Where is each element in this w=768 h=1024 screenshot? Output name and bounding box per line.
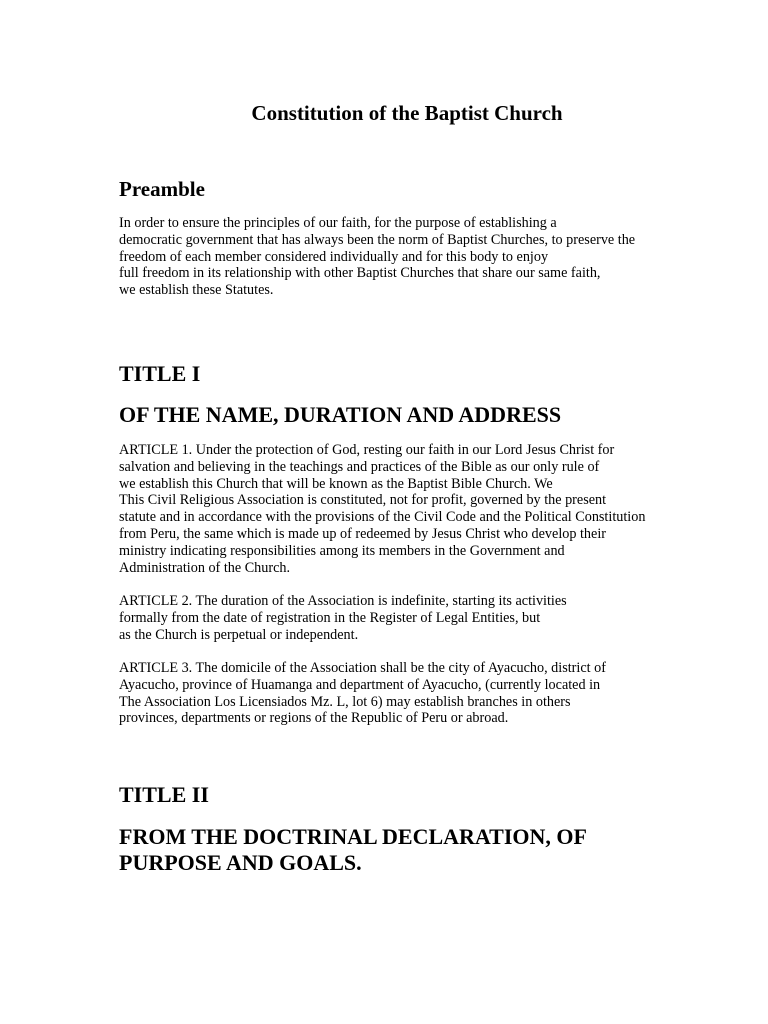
text-line: formally from the date of registration in the Register of Legal Entities, but [119,609,541,626]
title-one-label: TITLE I [119,361,201,386]
title-two-heading [119,824,587,876]
text-line: salvation and believing in the teachings and practices of the Bible as our only rule of [119,458,600,475]
heading-line: FROM THE DOCTRINAL DECLARATION, OF [119,824,587,849]
text-line: provinces, departments or regions of the Republic of Peru or abroad. [119,710,509,727]
text-line: ARTICLE 3. The domicile of the Association shall be the city of Ayacucho, district of [119,660,606,676]
article-2 [119,593,567,643]
text-line: ARTICLE 2. The duration of the Association is indefinite, starting its activities [119,593,567,609]
document-title: Constitution of the Baptist Church [251,101,563,125]
text-line: ministry indicating responsibilities among its members in the Government and [119,542,565,559]
text-line: we establish these Statutes. [119,282,274,299]
title-two-label: TITLE II [119,782,209,807]
text-line: freedom of each member considered individually and for this body to enjoy [119,248,549,265]
text-line: ARTICLE 1. Under the protection of God, resting our faith in our Lord Jesus Christ for [119,442,615,458]
text-line: This Civil Religious Association is constituted, not for profit, governed by the present [119,492,607,509]
heading-line: PURPOSE AND GOALS. [119,850,362,875]
text-line: Ayacucho, province of Huamanga and department of Ayacucho, (currently located in [119,676,601,693]
text-line: as the Church is perpetual or independent. [119,626,359,643]
text-line: we establish this Church that will be known as the Baptist Bible Church. We [119,475,553,492]
article-3 [119,660,606,727]
preamble-heading: Preamble [119,177,205,201]
article-1 [119,442,645,576]
title-one-heading: OF THE NAME, DURATION AND ADDRESS [119,402,562,427]
text-line: full freedom in its relationship with other Baptist Churches that share our same faith, [119,265,601,282]
text-line: In order to ensure the principles of our faith, for the purpose of establishing a [119,215,557,231]
text-line: Administration of the Church. [119,559,291,576]
text-line: democratic government that has always been the norm of Baptist Churches, to preserve the [119,231,636,248]
text-line: from Peru, the same which is made up of redeemed by Jesus Christ who develop their [119,525,606,542]
text-line: The Association Los Licensiados Mz. L, lot 6) may establish branches in others [119,693,571,710]
text-line: statute and in accordance with the provisions of the Civil Code and the Political Constitution [119,509,646,526]
preamble-paragraph [119,215,635,299]
